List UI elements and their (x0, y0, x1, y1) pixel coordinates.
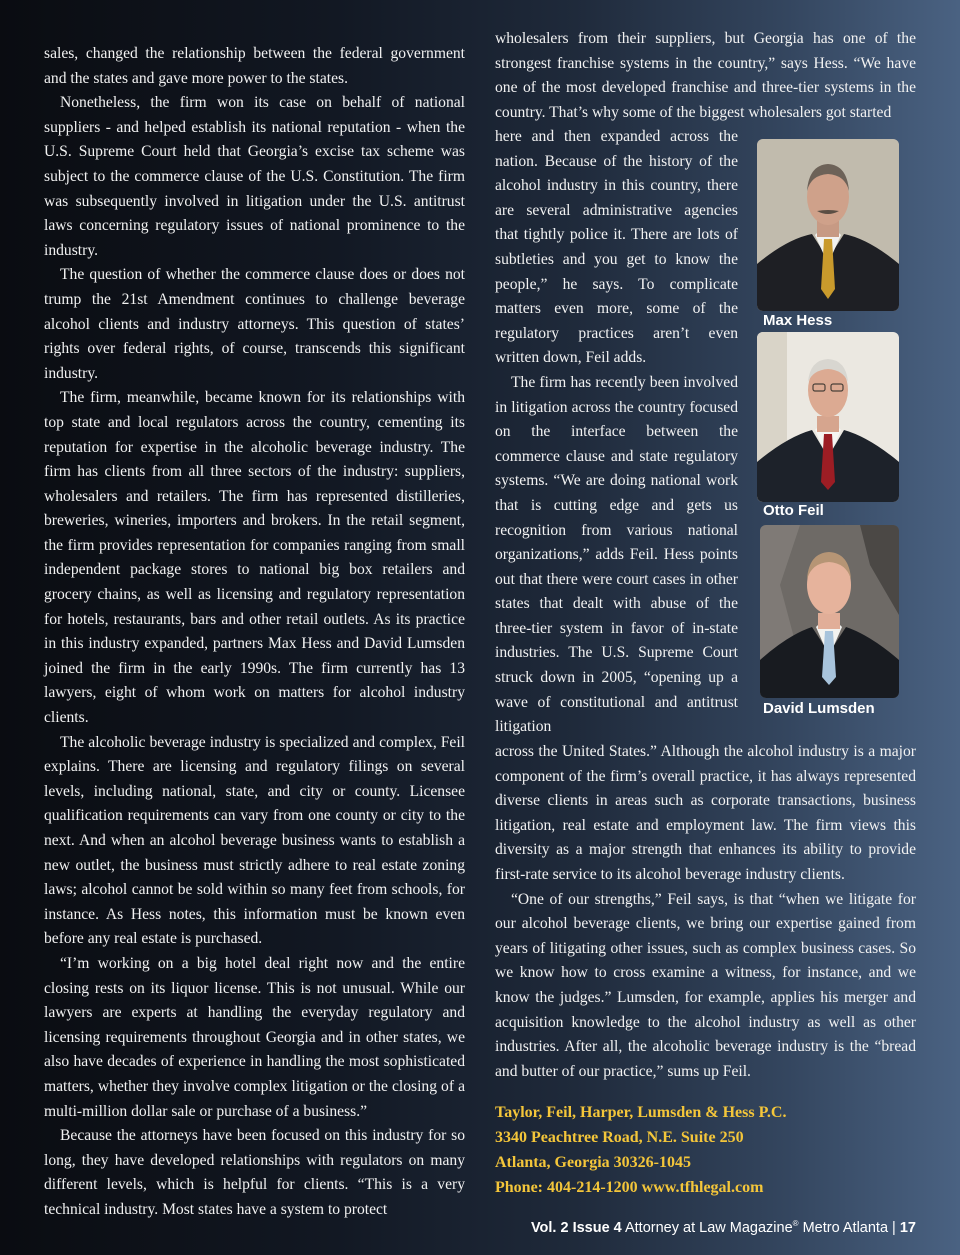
right-column-top (495, 27, 916, 125)
body-paragraph: wholesalers from their suppliers, but Georgia has one of the strongest franchise systems in the country,” says Hess. “We have one of the most developed franchise and three-tier systems in the country. That’s why some of the biggest wholesalers got started (495, 30, 916, 121)
body-paragraph: here and then expanded across the nation. Because of the history of the alcohol industry in this country, there are several administrative agencies that tightly police it. There are lots of subtleties and you get to know the people,” he says. To complicate matters even more, some of the regulatory practices aren’t even written down, Feil adds. (495, 128, 738, 367)
firm-city-address: Atlanta, Georgia 30326-1045 (495, 1154, 691, 1171)
page-number: 17 (899, 1219, 916, 1236)
portrait-photo-david-lumsden (760, 525, 899, 698)
body-paragraph: The alcoholic beverage industry is specialized and complex, Feil explains. There are licensing and regulatory filings on several levels, including national, state, and city or county. Licensee qualification requirements can vary from one county or city to the next. And when an alcohol beverage business wants to establish a new outlet, the business must strictly adhere to real estate zoning laws; alcohol cannot be sold within so many feet from schools, for instance. As Hess notes, this information must be known even before any real estate is purchased. (44, 733, 465, 948)
firm-name: Taylor, Feil, Harper, Lumsden & Hess P.C. (495, 1104, 787, 1121)
body-paragraph: The firm, meanwhile, became known for its relationships with top state and local regulators across the country, cementing its reputation for expertise in the alcoholic beverage industry. The firm has clients from all three sectors of the industry: suppliers, wholesalers and retailers. The firm has represented distilleries, breweries, wineries, importers and brokers. In the retail segment, the firm provides representation for companies ranging from small independent package stores to national big box retailers and grocery chains, as well as licensing and regulatory representation for hotels, restaurants, bars and other retail outlets. As its practice in this industry expanded, partners Max Hess and David Lumsden joined the firm in the early 1990s. The firm currently has 13 lawyers, eight of whom work on matters for alcohol industry clients. (44, 389, 465, 727)
firm-contact-block (495, 1100, 916, 1200)
right-column-bottom (495, 740, 916, 1084)
body-paragraph: Because the attorneys have been focused on this industry for so long, they have developed relationships with regulators on many different levels, which is helpful for clients. “This is a very technical industry. Most states have a system to protect (44, 1127, 465, 1218)
body-paragraph: Nonetheless, the firm won its case on behalf of national suppliers - and helped establish its national reputation - when the U.S. Supreme Court held that Georgia’s excise tax scheme was subject to the commerce clause of the U.S. Constitution. The firm was subsequently involved in litigation under the U.S. antitrust laws concerning regulatory issues of national prominence to the industry. (44, 94, 465, 259)
portrait-photo-otto-feil (757, 332, 899, 502)
photo-caption: Max Hess (763, 312, 833, 329)
body-paragraph: The firm has recently been involved in litigation across the country focused on the interface between the commerce clause and state regulatory systems. “We are doing national work that is cutting edge and gets us recognition from various national organizations,” adds Feil. Hess points out that there were court cases in other states that dealt with abuse of the three-tier system in favor of in-state industries. The U.S. Supreme Court struck down in 2005, “opening up a wave of constitutional and antitrust litigation (495, 373, 738, 736)
portrait-photo-max-hess (757, 139, 899, 311)
page-footer (531, 1219, 916, 1236)
issue-label: Vol. 2 Issue 4 (530, 1219, 622, 1236)
footer-separator: | (892, 1219, 896, 1236)
region-label: Metro Atlanta (802, 1219, 889, 1236)
body-paragraph: “I’m working on a big hotel deal right now and the entire closing rests on its liquor license. This is not unusual. While our lawyers are experts at handling the everyday regulatory and licensing requirements throughout Georgia and in other states, we also have decades of experience in handling the most sophisticated matters, whether they involve complex litigation or the closing of a multi-million dollar sale or purchase of a business.” (44, 954, 465, 1120)
photo-caption: Otto Feil (763, 502, 824, 519)
body-paragraph: across the United States.” Although the alcohol industry is a major component of the firm’s overall practice, it has always represented diverse clients in areas such as corporate transactions, business litigation, real estate and employment law. The firm views this diversity as a major strength that enhances its ability to provide first-rate service to its alcohol beverage industry clients. (495, 743, 916, 883)
body-paragraph: “One of our strengths,” Feil says, is that “when we litigate for our alcohol beverage clients, we bring our expertise gained from years of litigating other issues, such as complex business cases. So we know how to cross examine a witness, for instance, and we know the judges.” Lumsden, for example, applies his merger and acquisition knowledge to the alcohol industry as well as other industries. After all, the alcoholic beverage industry is the “bread and butter of our practice,” sums up Feil. (495, 890, 916, 1080)
body-paragraph: The question of whether the commerce clause does or does not trump the 21st Amendment continues to challenge beverage alcohol clients and industry attorneys. This question of states’ rights over federal rights, of course, transcends this significant industry. (44, 266, 465, 382)
firm-phone-website: Phone: 404-214-1200 www.tfhlegal.com (495, 1179, 764, 1196)
right-column-narrow (495, 125, 738, 740)
photo-caption: David Lumsden (763, 700, 875, 717)
body-paragraph: sales, changed the relationship between the federal government and the states and gave more power to the states. (44, 45, 465, 87)
magazine-name: Attorney at Law Magazine (624, 1219, 793, 1236)
registered-mark: ® (792, 1219, 799, 1228)
left-column (44, 42, 465, 1223)
firm-street-address: 3340 Peachtree Road, N.E. Suite 250 (495, 1129, 744, 1146)
